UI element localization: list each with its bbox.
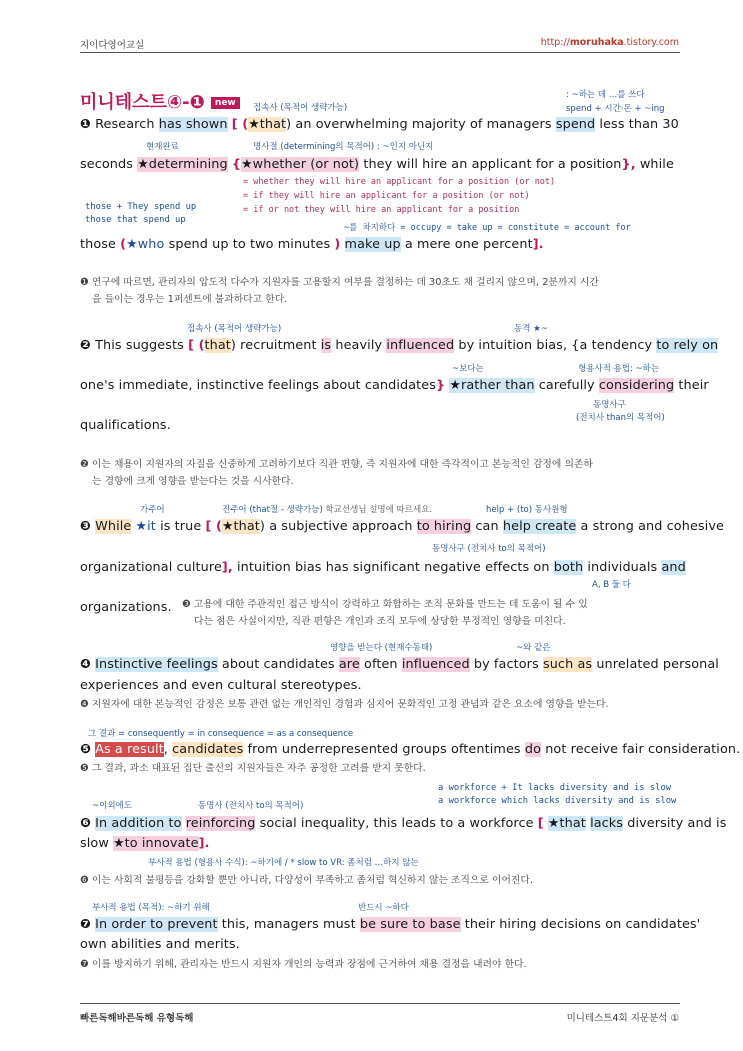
translation-line: 을 들이는 경우는 1퍼센트에 불과하다고 한다. — [92, 294, 288, 305]
bracket: ( — [120, 237, 127, 252]
highlight-in-addition-to: In addition to — [95, 816, 182, 831]
highlight-subject: Instinctive feelings — [95, 657, 218, 672]
word: recruitment — [240, 338, 317, 353]
sentence-2-line-1 — [80, 338, 718, 353]
bracket: ) — [230, 338, 236, 353]
annotation-whether-clause: 명사절 (determining의 목적어) : ~인지 아닌지 — [253, 142, 434, 152]
text: this, managers must — [221, 917, 356, 932]
highlight-verb: make up — [344, 237, 401, 252]
sentence-5-line-1 — [80, 742, 740, 757]
sentence-number: ❷ — [80, 338, 91, 353]
annotation-help: help + (to) 동사원형 — [486, 505, 568, 515]
annotation-dummy-subject: 가주어 — [140, 505, 165, 515]
annotation-both: A, B 둘 다 — [592, 580, 631, 590]
annotation-real-subject — [222, 503, 432, 515]
text: a mere one percent — [404, 237, 533, 252]
relative-pronoun: ★who — [126, 237, 165, 252]
annotation-must: 반드시 ~하다 — [358, 903, 409, 913]
footer-rule — [80, 1003, 680, 1004]
word: while — [639, 157, 674, 172]
sentence-4-line-1 — [80, 657, 719, 672]
highlight-and: and — [661, 560, 686, 575]
highlight-determining: ★determining — [137, 157, 228, 172]
text: social inequality, this leads to a workforce — [259, 816, 534, 831]
highlight-influenced: influenced — [386, 338, 455, 353]
bracket: ) — [334, 237, 341, 252]
translation-7: ❼ 이를 방지하기 위해, 관리자는 반드시 지원자 개인의 능력과 장점에 근거하여 채용 결정을 내려야 한다. — [80, 959, 527, 970]
word: Research — [95, 117, 155, 132]
word: can — [475, 519, 499, 534]
sentence-4-line-2: experiences and even cultural stereotypes. — [80, 678, 362, 693]
sentence-7-line-1 — [80, 917, 700, 932]
header-url[interactable] — [541, 37, 679, 48]
brace: } — [436, 378, 446, 393]
highlight-candidates: candidates — [172, 742, 244, 757]
highlight-whether: ★whether (or not) — [241, 157, 360, 172]
bracket: ) — [286, 117, 292, 132]
highlight-in-order-to-prevent: In order to prevent — [95, 917, 218, 932]
annotation-adverbial: 부사적 용법 (형용사 수식): ~하기에 / * slow to VR: 좀처럼 …하지 않는 — [148, 858, 419, 868]
annotation-present-perfect: 현재완료 — [146, 142, 179, 152]
side-note-those-2: those that spend up — [85, 215, 186, 225]
translation-line: ❷ 이는 채용이 지원자의 자질을 신중하게 고려하기보다 직관 편향, 즉 지원자에 대한 즉각적이고 본능적인 감정에 의존하 — [80, 459, 593, 470]
footer-right: 미니테스트4회 지문분석 ① — [566, 1013, 679, 1024]
word: those — [80, 237, 116, 252]
sentence-3-line-1 — [80, 519, 724, 534]
text: less than 30 — [599, 117, 679, 132]
highlight-to-innovate: ★to innovate — [113, 836, 199, 851]
alternative-1: = whether they will hire an applicant for a position (or not) — [243, 177, 556, 187]
url-suffix: .tistory.com — [623, 37, 679, 48]
translation-4: ❹ 지원자에 대한 본능적인 감정은 보통 관련 없는 개인적인 경험과 심지어 문화적인 고정 관념과 같은 요소에 영향을 받는다. — [80, 699, 609, 710]
annotation-gerund-6: 동명사 (전치사 to의 목적어) — [198, 801, 304, 811]
bracket: [ ( — [231, 117, 249, 132]
word: slow — [80, 836, 109, 851]
dummy-it: ★it — [135, 519, 156, 534]
annotation-as-a-result: 그 결과 = consequently = in consequence = as a consequence — [88, 729, 354, 739]
url-bold: moruhaka — [569, 37, 624, 48]
word: often — [364, 657, 398, 672]
sentence-2-line-3: qualifications. — [80, 418, 171, 433]
sentence-number: ❻ — [80, 816, 91, 831]
highlight-lacks: lacks — [590, 816, 624, 831]
page-title — [80, 88, 240, 114]
annotation-gerund: 동명사구 — [593, 400, 626, 410]
translation-5: ❺ 그 결과, 과소 대표된 집단 출신의 지원자들은 자주 공정한 고려를 받지 못한다. — [80, 763, 426, 774]
bracket: ], — [221, 560, 233, 575]
annotation-that-conj-2: 접속사 (목적어 생략가능) — [187, 324, 282, 334]
comma: , — [163, 742, 168, 757]
text: a strong and cohesive — [580, 519, 724, 534]
sentence-3-line-3: organizations. — [80, 600, 172, 615]
annotation-spend-pattern: spend + 시간·돈 + ~ing — [566, 104, 665, 114]
text: intuition bias has significant negative effects on — [237, 560, 550, 575]
bracket: ]. — [198, 836, 210, 851]
highlight-are: are — [338, 657, 360, 672]
translation-3 — [182, 596, 588, 630]
bracket: ) — [259, 519, 266, 534]
sentence-1-line-2 — [80, 157, 674, 172]
annotation-appositive: 동격 ★~ — [514, 324, 548, 334]
text: one's immediate, instinctive feelings about candidates — [80, 378, 437, 393]
annotation-rather: ~보다는 — [452, 364, 484, 374]
highlight-that: ★that — [221, 519, 260, 534]
highlight-both: both — [553, 560, 584, 575]
highlight-to-hiring: to hiring — [416, 519, 472, 534]
sentence-2-line-2 — [80, 378, 709, 393]
highlight-be-sure-to-base: be sure to base — [359, 917, 461, 932]
bracket: [ — [537, 816, 544, 831]
sentence-number: ❹ — [80, 657, 91, 672]
highlight-influenced: influenced — [401, 657, 470, 672]
highlight-such-as: such as — [542, 657, 593, 672]
sentence-number: ❶ — [80, 117, 91, 132]
annotation-gerund-to: 동명사구 (전치사 to의 목적어) — [432, 544, 546, 554]
annotation-passive: 영향을 받는다 (현재수동태) — [330, 643, 433, 653]
text: spend up to two minutes — [168, 237, 331, 252]
side-note-workforce-2: a workforce which lacks diversity and is slow — [438, 796, 677, 806]
highlight-considering: considering — [598, 378, 675, 393]
translation-2 — [80, 456, 593, 490]
text: is true — [160, 519, 202, 534]
text: an overwhelming majority of managers — [295, 117, 552, 132]
highlight-is: is — [320, 338, 332, 353]
translation-line: ❶ 연구에 따르면, 관리자의 압도적 다수가 지원자를 고용할지 여부를 결정하는 데 30초도 채 걸리지 않으며, 2분까지 시간 — [80, 277, 599, 288]
header-title: 지이다영어교실 — [80, 40, 145, 51]
word: heavily — [335, 338, 383, 353]
translation-line: ❸ 고용에 대한 주관적인 접근 방식이 강력하고 화합하는 조직 문화를 만드는 데 도움이 될 수 있 — [182, 599, 588, 610]
sentence-1-line-1 — [80, 117, 679, 132]
teacher-note: 학교선생님 설명에 따르세요. — [325, 505, 433, 515]
brace: { — [231, 157, 242, 172]
sentence-6-line-1 — [80, 816, 726, 831]
highlight-to-rely-on: to rely on — [656, 338, 719, 353]
highlight-help-create: help create — [502, 519, 577, 534]
highlight-verb: has shown — [158, 117, 228, 132]
brace: }, — [621, 157, 636, 172]
alternative-2: = if they will hire an applicant for a position (or not) — [243, 191, 530, 201]
text: a subjective approach — [269, 519, 413, 534]
sentence-number: ❼ — [80, 917, 91, 932]
bracket: ]. — [532, 237, 544, 252]
translation-line: 는 경향에 크게 영향을 받는다는 것을 시사한다. — [92, 476, 294, 487]
annotation-make-up: ~를 차지하다 = occupy = take up = constitute = account for — [344, 223, 631, 233]
highlight-that: that — [204, 338, 231, 353]
text: diversity and is — [627, 816, 727, 831]
text: by factors — [473, 657, 539, 672]
highlight-verb: spend — [555, 117, 596, 132]
header-rule — [80, 52, 680, 53]
bracket: [ ( — [205, 519, 222, 534]
highlight-do: do — [524, 742, 542, 757]
annotation-adj-use: 형용사적 용법: ~하는 — [578, 364, 660, 374]
word: individuals — [587, 560, 658, 575]
annotation-that-conj: 접속사 (목적어 생략가능) — [253, 103, 348, 113]
side-note-workforce-1: a workforce + It lacks diversity and is slow — [438, 783, 672, 793]
side-note-those-1: those + They spend up — [85, 202, 197, 212]
sentence-number: ❸ — [80, 519, 91, 534]
annotation-purpose: 부사적 용법 (목적): ~하기 위해 — [92, 903, 210, 913]
sentence-number: ❺ — [80, 742, 91, 757]
title-text: 미니테스트④-❶ — [80, 92, 205, 113]
alternative-3: = if or not they will hire an applicant for a position — [243, 205, 520, 215]
annotation-gerund-2: (전치사 than의 목적어) — [576, 413, 665, 423]
highlight-reinforcing: reinforcing — [185, 816, 256, 831]
sentence-1-line-3 — [80, 237, 544, 252]
annotation-such-as: ~와 같은 — [516, 643, 551, 653]
text: This suggests — [95, 338, 184, 353]
translation-6: ❻ 이는 사회적 불평등을 강화할 뿐만 아니라, 다양성이 부족하고 좀처럼 혁신하지 않는 조직으로 이어진다. — [80, 875, 533, 886]
real-subject-text: 진주어 (that절 - 생략가능) — [222, 505, 323, 515]
text: unrelated personal — [596, 657, 719, 672]
text: organizational culture — [80, 560, 222, 575]
text: their hiring decisions on candidates' — [464, 917, 701, 932]
word: seconds — [80, 157, 134, 172]
annotation-spend-meaning: : ~하는 데 …를 쓰다 — [566, 90, 645, 100]
sentence-6-line-2 — [80, 836, 210, 851]
highlight-rather-than: ★rather than — [449, 378, 535, 393]
annotation-besides: ~이외에도 — [92, 801, 132, 811]
text: they will hire an applicant for a position — [363, 157, 622, 172]
text: about candidates — [221, 657, 335, 672]
brace: {a tendency — [571, 338, 653, 353]
footer-left: 빠른독해바른독해 유형독해 — [80, 1013, 194, 1024]
highlight-while: While — [95, 519, 132, 534]
text: from underrepresented groups oftentimes — [247, 742, 521, 757]
translation-1 — [80, 274, 599, 308]
new-badge: new — [211, 97, 240, 109]
text: not receive fair consideration. — [545, 742, 741, 757]
highlight-that: ★that — [547, 816, 586, 831]
highlight-as-a-result: As a result — [95, 742, 164, 757]
translation-line: 다는 점은 사실이지만, 직관 편향은 개인과 조직 모두에 상당한 부정적인 영향을 미친다. — [194, 616, 566, 627]
bracket: [ ( — [188, 338, 205, 353]
url-prefix: http:// — [540, 37, 570, 48]
highlight-that: ★that — [248, 117, 287, 132]
sentence-7-line-2: own abilities and merits. — [80, 937, 240, 952]
word: their — [678, 378, 709, 393]
text: by intuition bias, — [458, 338, 568, 353]
sentence-3-line-2 — [80, 560, 686, 575]
word: carefully — [538, 378, 595, 393]
